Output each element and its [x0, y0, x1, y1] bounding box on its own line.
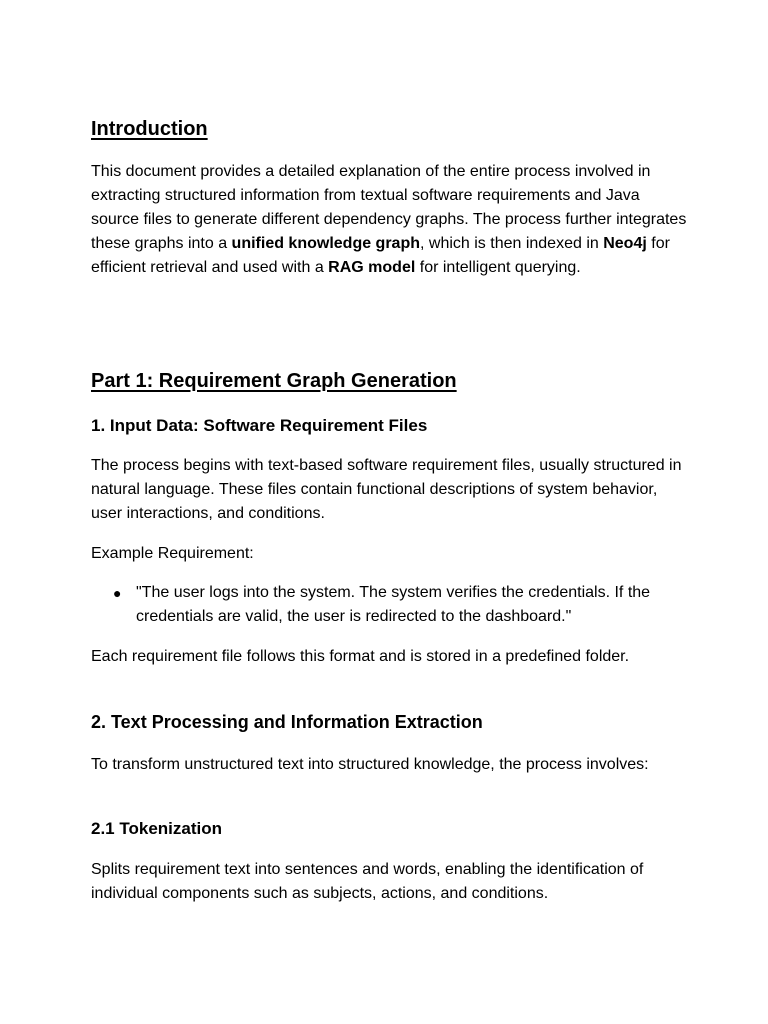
intro-heading: Introduction — [91, 118, 208, 140]
intro-text-3: for efficient retrieval and used with a — [91, 235, 670, 276]
section2-paragraph: To transform unstructured text into structured knowledge, the process involves: — [91, 756, 649, 773]
intro-bold-unified-knowledge-graph: unified knowledge graph — [231, 235, 420, 252]
section1-heading: 1. Input Data: Software Requirement Files — [91, 416, 428, 435]
subsection-2-1-heading: 2.1 Tokenization — [91, 819, 222, 838]
intro-paragraph — [91, 160, 691, 280]
section2-heading: 2. Text Processing and Information Extraction — [91, 712, 483, 732]
intro-bold-neo4j: Neo4j — [603, 235, 647, 252]
subsection-2-1-paragraph: Splits requirement text into sentences and words, enabling the identification of individual components such as subjects, actions, and conditions. — [91, 861, 644, 902]
intro-text-2: , which is then indexed in — [420, 235, 604, 252]
section1-closing: Each requirement file follows this format and is stored in a predefined folder. — [91, 648, 630, 665]
example-bullet-list — [91, 581, 671, 629]
example-bullet-text: "The user logs into the system. The system verifies the credentials. If the credentials are valid, the user is redirected to the dashboard." — [136, 584, 651, 625]
intro-text-1: This document provides a detailed explanation of the entire process involved in extracting structured information from textual software requirements and Java source files to generate different dependency graphs. The process further integrates these graphs into a — [91, 163, 687, 252]
intro-text-4: for intelligent querying. — [415, 259, 581, 276]
example-label: Example Requirement: — [91, 545, 254, 562]
bullet-dot-icon: ● — [113, 585, 122, 601]
intro-bold-rag-model: RAG model — [328, 259, 416, 276]
section1-paragraph: The process begins with text-based software requirement files, usually structured in natural language. These files contain functional descriptions of system behavior, user interactions, and conditions. — [91, 457, 682, 522]
example-bullet-item — [91, 581, 671, 629]
part1-heading: Part 1: Requirement Graph Generation — [91, 370, 457, 392]
